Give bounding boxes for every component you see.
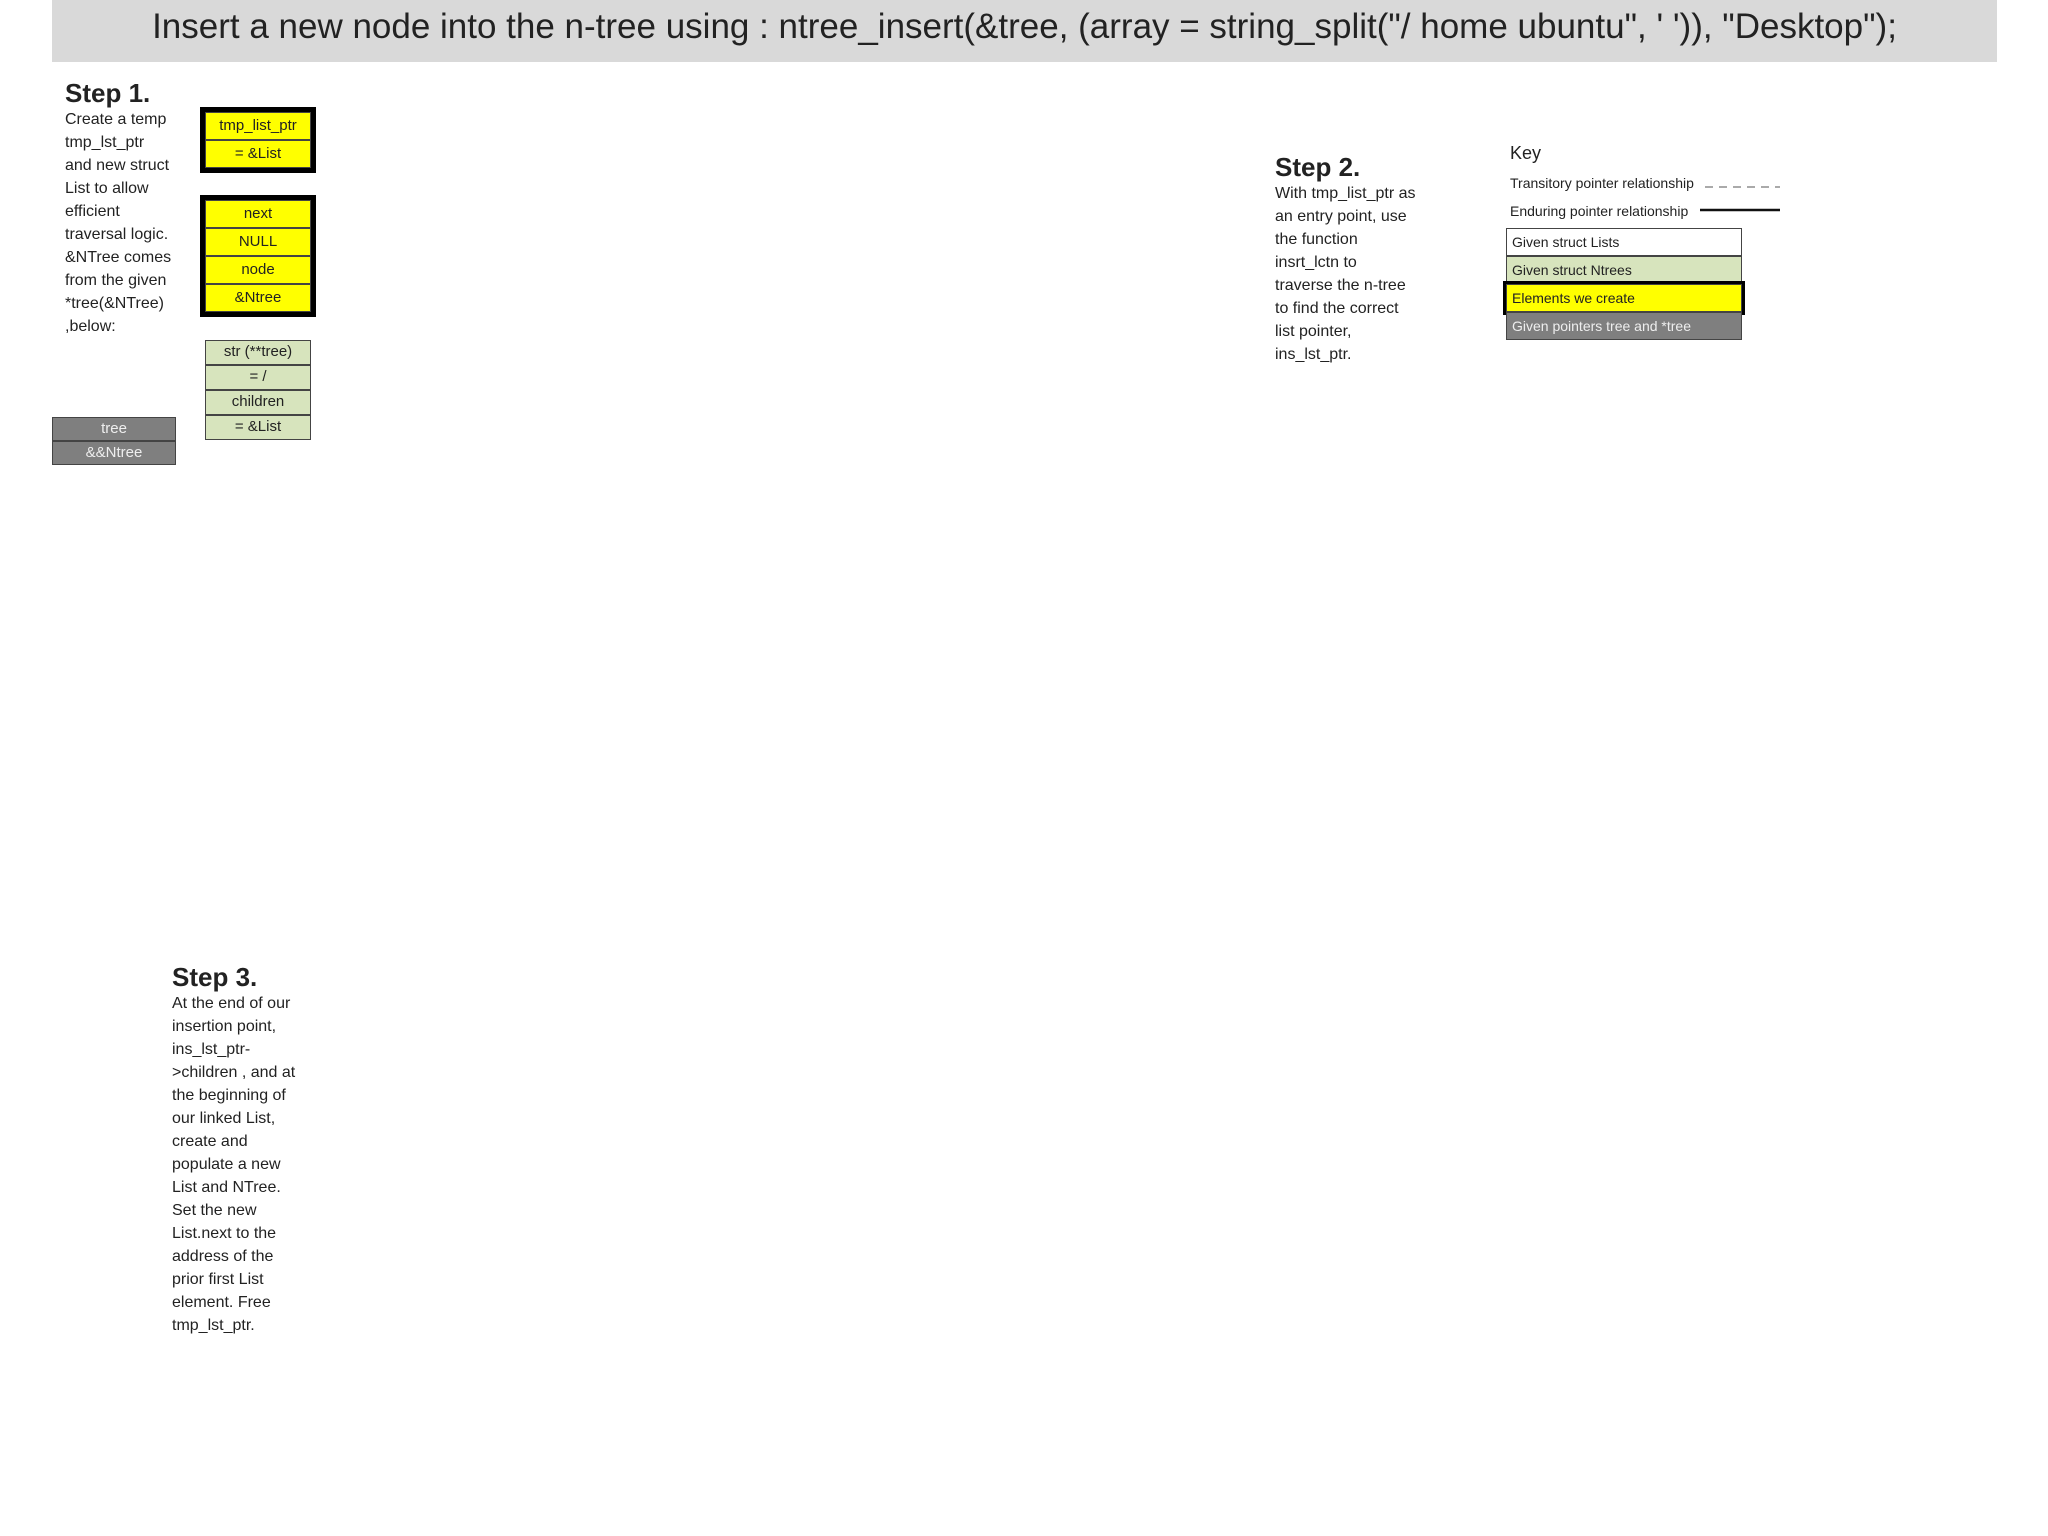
step-line: ins_lst_ptr.	[1275, 346, 1352, 363]
step-line: &NTree comes	[65, 249, 172, 266]
step-line: List to allow	[65, 180, 149, 197]
tree-pointer-box	[52, 417, 176, 465]
step-line: ins_lst_ptr-	[172, 1041, 251, 1058]
step-line: from the given	[65, 272, 167, 289]
step-line: List.next to the	[172, 1225, 277, 1242]
step-line: element. Free	[172, 1294, 271, 1311]
key-entry: Enduring pointer relationship	[1510, 203, 1689, 219]
struct-field: tmp_list_ptr	[205, 112, 311, 140]
step-line: With tmp_list_ptr as	[1275, 185, 1416, 202]
step-line: and new struct	[65, 157, 170, 174]
step-line: At the end of our	[172, 995, 291, 1012]
step-line: efficient	[65, 203, 120, 220]
struct-field: NULL	[205, 228, 311, 256]
struct-field: next	[205, 200, 311, 228]
struct-field: str (**tree)	[205, 340, 311, 365]
tmp-list-ptr-box	[205, 112, 311, 168]
step-line: ,below:	[65, 318, 116, 335]
step-line: Set the new	[172, 1202, 257, 1219]
page-title: Insert a new node into the n-tree using : ntree_insert(&tree, (array = string_split("/ home ubuntu", ' ')), "Desktop");	[52, 0, 1997, 62]
struct-field: children	[205, 390, 311, 415]
step-line: Create a temp	[65, 111, 167, 128]
struct-field: &Ntree	[205, 284, 311, 312]
step3-text	[172, 962, 322, 1337]
key-entry: Given struct Ntrees	[1506, 256, 1742, 284]
step-heading: Step 1.	[65, 78, 151, 108]
struct-field: = /	[205, 365, 311, 390]
struct-field: = &List	[205, 415, 311, 440]
key-entry: Given pointers tree and *tree	[1506, 312, 1742, 340]
step-line: *tree(&NTree)	[65, 295, 164, 312]
key-entry: Key	[1510, 143, 1542, 163]
struct-field: = &List	[205, 140, 311, 168]
step-line: traverse the n-tree	[1275, 277, 1406, 294]
step-line: prior first List	[172, 1271, 264, 1288]
key-entry: Given struct Lists	[1506, 228, 1742, 256]
step-line: list pointer,	[1275, 323, 1352, 340]
struct-field: &&Ntree	[52, 441, 176, 465]
key-entry: Elements we create	[1506, 284, 1742, 312]
struct-field: tree	[52, 417, 176, 441]
step-line: insertion point,	[172, 1018, 277, 1035]
step-line: tmp_lst_ptr.	[172, 1317, 255, 1334]
step-line: populate a new	[172, 1156, 281, 1173]
step-line: to find the correct	[1275, 300, 1399, 317]
step-heading: Step 3.	[172, 962, 258, 992]
step-line: insrt_lctn to	[1275, 254, 1357, 271]
step1-text	[65, 78, 195, 338]
step-line: the beginning of	[172, 1087, 286, 1104]
step-line: traversal logic.	[65, 226, 169, 243]
step-line: List and NTree.	[172, 1179, 281, 1196]
step-line: create and	[172, 1133, 248, 1150]
step-line: address of the	[172, 1248, 274, 1265]
key-entry: Transitory pointer relationship	[1510, 175, 1694, 191]
step-line: our linked List,	[172, 1110, 276, 1127]
step-line: the function	[1275, 231, 1358, 248]
root-ntree-box	[205, 340, 311, 440]
step-line: an entry point, use	[1275, 208, 1407, 225]
struct-field: node	[205, 256, 311, 284]
step-line: tmp_lst_ptr	[65, 134, 145, 151]
step-line: >children , and at	[172, 1064, 296, 1081]
first-list-box	[205, 200, 311, 312]
step-heading: Step 2.	[1275, 152, 1361, 182]
step2-text	[1275, 152, 1475, 366]
